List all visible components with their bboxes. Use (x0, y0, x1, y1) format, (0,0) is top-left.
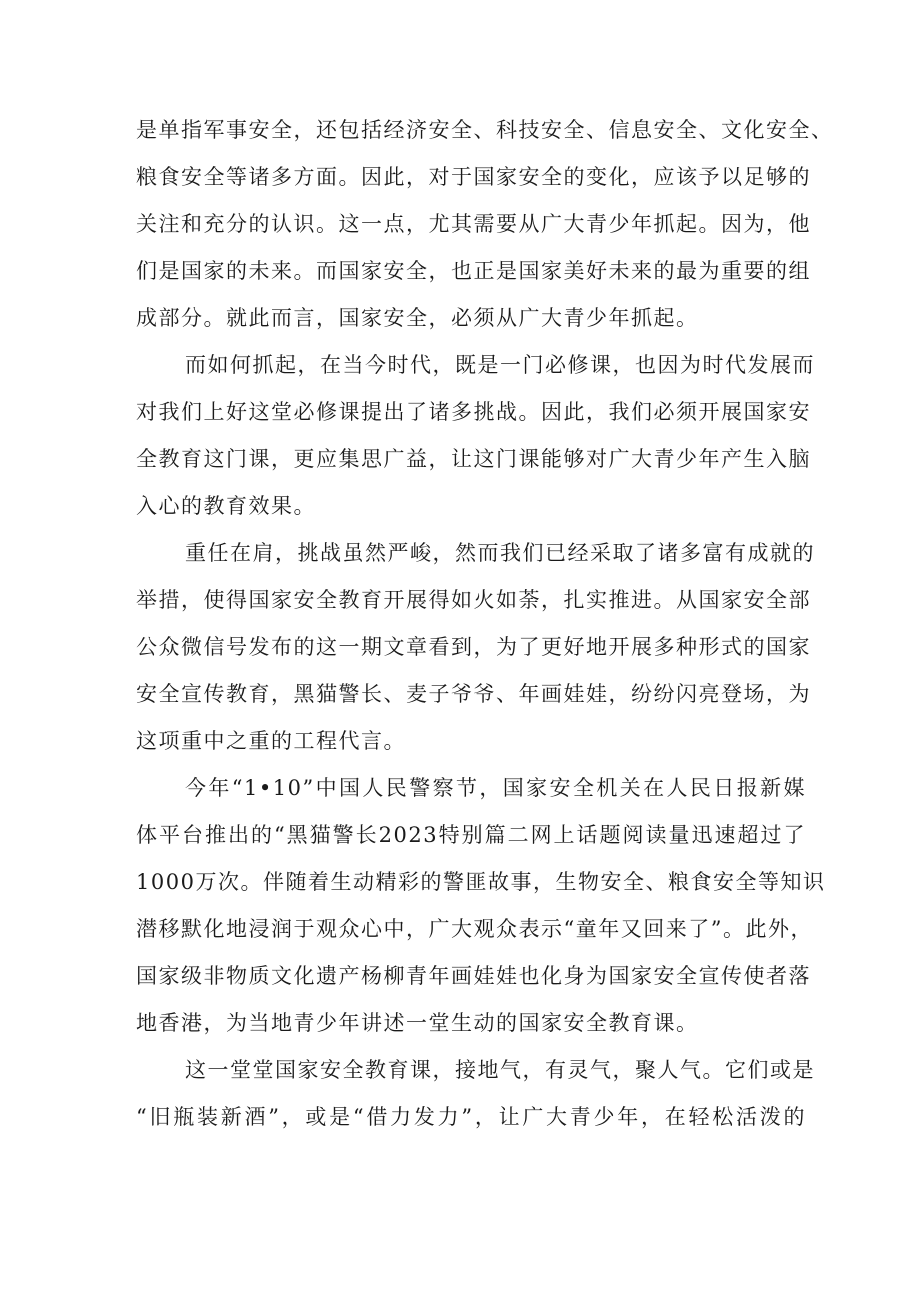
text-line: 对我们上好这堂必修课提出了诸多挑战。因此，我们必须开展国家安 (136, 400, 811, 424)
text-line: 全教育这门课，更应集思广益，让这门课能够对广大青少年产生入脑 (136, 447, 811, 471)
text-line: “旧瓶装新酒”，或是“借力发力”，让广大青少年，在轻松活泼的 (136, 1105, 806, 1129)
paragraph-4 (136, 765, 826, 1047)
document-body (136, 107, 834, 1141)
text-line: 重任在肩，挑战虽然严峻，然而我们已经采取了诸多富有成就的 (185, 541, 815, 565)
text-line: 体平台推出的“黑猫警长2023特别篇二网上话题阅读量迅速超过了 (136, 823, 806, 847)
text-line: 安全宣传教育，黑猫警长、麦子爷爷、年画娃娃，纷纷闪亮登场，为 (136, 682, 811, 706)
text-line: 关注和充分的认识。这一点，尤其需要从广大青少年抓起。因为，他 (136, 212, 811, 236)
text-line: 是单指军事安全，还包括经济安全、科技安全、信息安全、文化安全、 (136, 118, 834, 142)
text-line: 入心的教育效果。 (136, 494, 316, 518)
text-line: 这项重中之重的工程代言。 (136, 729, 406, 753)
paragraph-2 (136, 342, 815, 530)
paragraph-1 (136, 107, 834, 342)
text-line: 地香港，为当地青少年讲述一堂生动的国家安全教育课。 (136, 1011, 699, 1035)
text-line: 而如何抓起，在当今时代，既是一门必修课，也因为时代发展而 (185, 353, 815, 377)
text-line: 举措，使得国家安全教育开展得如火如荼，扎实推进。从国家安全部 (136, 588, 811, 612)
text-line: 成部分。就此而言，国家安全，必须从广大青少年抓起。 (136, 306, 699, 330)
text-line: 粮食安全等诸多方面。因此，对于国家安全的变化，应该予以足够的 (136, 165, 811, 189)
text-line: 公众微信号发布的这一期文章看到，为了更好地开展多种形式的国家 (136, 635, 811, 659)
text-line: 国家级非物质文化遗产杨柳青年画娃娃也化身为国家安全宣传使者落 (136, 964, 811, 988)
paragraph-3 (136, 530, 815, 765)
text-line: 们是国家的未来。而国家安全，也正是国家美好未来的最为重要的组 (136, 259, 811, 283)
text-line: 这一堂堂国家安全教育课，接地气，有灵气，聚人气。它们或是 (185, 1058, 815, 1082)
text-line: 潜移默化地浸润于观众心中，广大观众表示“童年又回来了”。此外， (136, 917, 813, 941)
text-line: 1000万次。伴随着生动精彩的警匪故事，生物安全、粮食安全等知识 (136, 870, 826, 894)
text-line: 今年“1•10”中国人民警察节，国家安全机关在人民日报新媒 (185, 776, 806, 800)
paragraph-5 (136, 1047, 815, 1141)
